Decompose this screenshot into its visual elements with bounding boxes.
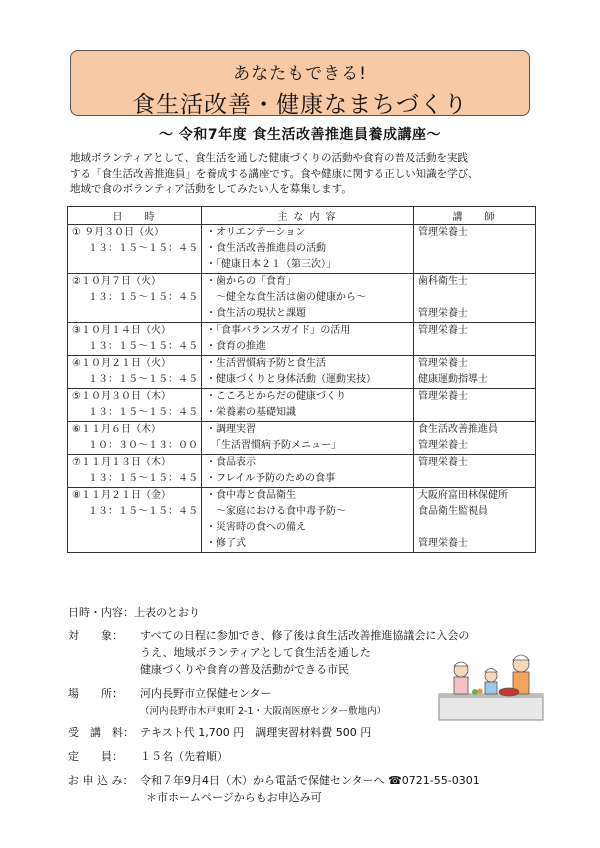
apply-note: ＊市ホームページからもお申込み可: [146, 791, 322, 804]
session-date: ⑤１０月３０日（木）: [72, 391, 171, 402]
lecturer-item: 管理栄養士: [418, 325, 468, 336]
place-label: 場 所：: [68, 687, 123, 700]
datetime-label: 日時・内容：: [68, 606, 134, 619]
intro-line: 地域で食のボランティア活動をしてみたい人を募集します。: [70, 183, 352, 195]
lecturer-item: 管理栄養士: [418, 440, 468, 451]
content-item: ・食品表示: [206, 457, 256, 468]
session-lecturer: [414, 389, 536, 422]
session-contents: [202, 422, 414, 455]
session-datetime: [68, 455, 202, 488]
lecturer-item: [418, 471, 535, 487]
session-lecturer: [414, 488, 536, 553]
lecturer-item: [418, 520, 535, 536]
session-date: ⑦１１月１３日（木）: [72, 457, 171, 468]
table-row: [68, 274, 536, 323]
content-item: ・調理実習: [206, 424, 256, 435]
apply-row: [68, 772, 480, 788]
session-date: ②１０月７日（火）: [72, 276, 161, 287]
session-contents: [202, 488, 414, 553]
content-item: ・「健康日本２１（第三次）」: [206, 259, 336, 270]
table-row: [68, 389, 536, 422]
session-date: ④１０月２１日（火）: [72, 358, 171, 369]
session-lecturer: [414, 422, 536, 455]
table-header-row: [68, 207, 536, 225]
content-item: ・健康づくりと身体活動（運動実技）: [206, 374, 376, 385]
lecturer-item: 管理栄養士: [418, 308, 468, 319]
intro-text: [70, 151, 540, 198]
title-banner: [70, 50, 530, 116]
fee-value: テキスト代 1,700 円 調理実習材料費 500 円: [140, 726, 372, 739]
session-date: ⑧１１月２１日（金）: [72, 490, 171, 501]
lecturer-item: 管理栄養士: [418, 391, 468, 402]
lecturer-item: 管理栄養士: [418, 457, 468, 468]
session-datetime: [68, 389, 202, 422]
content-item: ・災害時の食への備え: [206, 522, 306, 533]
banner-line-2: 食生活改善・健康なまちづくり: [132, 92, 468, 118]
session-datetime: [68, 225, 202, 274]
session-time: １３：１５〜１５：４５: [88, 341, 198, 352]
lecturer-item: [418, 241, 535, 257]
session-time: １３：１５〜１５：４５: [88, 292, 198, 303]
session-time: １３：１５〜１５：４５: [88, 243, 198, 254]
content-item: ・フレイル予防のための食事: [206, 473, 336, 484]
place-row: [68, 685, 272, 701]
capacity-value: １５名（先着順）: [140, 750, 228, 763]
datetime-row: [68, 604, 200, 620]
session-lecturer: [414, 455, 536, 488]
target-label: 対 象：: [68, 629, 123, 642]
datetime-value: 上表のとおり: [134, 606, 200, 619]
session-datetime: [68, 323, 202, 356]
session-contents: [202, 389, 414, 422]
session-contents: [202, 274, 414, 323]
apply-value: 令和７年9月4日（木）から電話で保健センターへ: [140, 774, 385, 787]
lecturer-item: [418, 405, 535, 421]
session-lecturer: [414, 225, 536, 274]
lecturer-item: 歯科衛生士: [418, 276, 468, 287]
session-contents: [202, 225, 414, 274]
session-time: １３：１５〜１５：４５: [88, 374, 198, 385]
content-item: ・「食事バランスガイド」の活用: [206, 325, 351, 336]
lecturer-item: [418, 290, 535, 306]
session-time: １３：１５〜１５：４５: [88, 473, 198, 484]
lecturer-item: [418, 257, 535, 273]
apply-label: お 申 込 み：: [68, 774, 134, 787]
header-lecturer: 講 師: [414, 207, 536, 225]
content-item: ・食育の推進: [206, 341, 266, 352]
table-row: [68, 323, 536, 356]
phone-icon: ☎: [388, 774, 402, 787]
target-line: うえ、地域ボランティアとして食生活を通した: [140, 646, 371, 659]
table-row: [68, 422, 536, 455]
session-time: １３：１５〜１５：４５: [88, 407, 198, 418]
session-datetime: [68, 422, 202, 455]
session-time: １０：３０〜１３：００: [88, 440, 198, 451]
place-value: 河内長野市立保健センター: [140, 687, 272, 700]
table-row: [68, 488, 536, 553]
table-row: [68, 356, 536, 389]
table-row: [68, 225, 536, 274]
lecturer-item: 大阪府富田林保健所: [418, 490, 508, 501]
content-item: ・生活習慣病予防と食生活: [206, 358, 326, 369]
lecturer-item: 管理栄養士: [418, 538, 468, 549]
banner-line-1: あなたもできる!: [233, 64, 367, 84]
content-item: ・オリエンテーション: [206, 227, 306, 238]
place-address: （河内長野市木戸東町 2-1・大阪南医療センター敷地内）: [140, 706, 387, 717]
session-date: ⑥１１月６日（木）: [72, 424, 161, 435]
content-item: 「生活習慣病予防メニュー」: [206, 440, 341, 451]
session-datetime: [68, 274, 202, 323]
content-item: ・食生活の現状と課題: [206, 308, 306, 319]
session-datetime: [68, 488, 202, 553]
fee-row: [68, 724, 371, 740]
content-item: ・こころとからだの健康づくり: [206, 391, 346, 402]
table-row: [68, 455, 536, 488]
target-line: すべての日程に参加でき、修了後は食生活改善推進協議会に入会の: [140, 629, 470, 642]
session-lecturer: [414, 356, 536, 389]
content-item: ・食生活改善推進員の活動: [206, 243, 326, 254]
session-contents: [202, 356, 414, 389]
lecturer-item: 食品衛生監視員: [418, 506, 488, 517]
lecturer-item: 管理栄養士: [418, 227, 468, 238]
header-datetime: 日 時: [68, 207, 202, 225]
session-lecturer: [414, 274, 536, 323]
session-contents: [202, 455, 414, 488]
lecturer-item: [418, 339, 535, 355]
content-item: ・食中毒と食品衛生: [206, 490, 296, 501]
cooking-illustration: [435, 650, 547, 728]
target-row: [68, 627, 469, 643]
lecturer-item: 食生活改善推進員: [418, 424, 498, 435]
session-date: ① ９月３０日（火）: [72, 227, 165, 238]
content-item: 〜家庭における食中毒予防〜: [206, 506, 346, 517]
content-item: ・栄養素の基礎知識: [206, 407, 296, 418]
session-lecturer: [414, 323, 536, 356]
content-item: ・歯からの「食育」: [206, 276, 296, 287]
content-item: ・修了式: [206, 538, 246, 549]
schedule-table: [67, 206, 536, 553]
phone-number: 0721-55-0301: [401, 774, 480, 787]
content-item: 〜健全な食生活は歯の健康から〜: [206, 292, 366, 303]
target-line: 健康づくりや食育の普及活動ができる市民: [140, 663, 349, 676]
header-contents: 主な内容: [202, 207, 414, 225]
intro-line: する「食生活改善推進員」を養成する講座です。食や健康に関する正しい知識を学び、: [70, 167, 479, 180]
fee-label: 受 講 料：: [68, 726, 134, 739]
capacity-row: [68, 748, 228, 764]
lecturer-item: 健康運動指導士: [418, 374, 488, 385]
course-subtitle: 〜 令和7年度 食生活改善推進員養成講座〜: [159, 127, 441, 143]
intro-line: 地域ボランティアとして、食生活を通した健康づくりの活動や食育の普及活動を実践: [70, 152, 468, 164]
capacity-label: 定 員：: [68, 750, 123, 763]
session-date: ③１０月１４日（火）: [72, 325, 171, 336]
lecturer-item: 管理栄養士: [418, 358, 468, 369]
session-time: １３：１５〜１５：４５: [88, 506, 198, 517]
session-datetime: [68, 356, 202, 389]
session-contents: [202, 323, 414, 356]
